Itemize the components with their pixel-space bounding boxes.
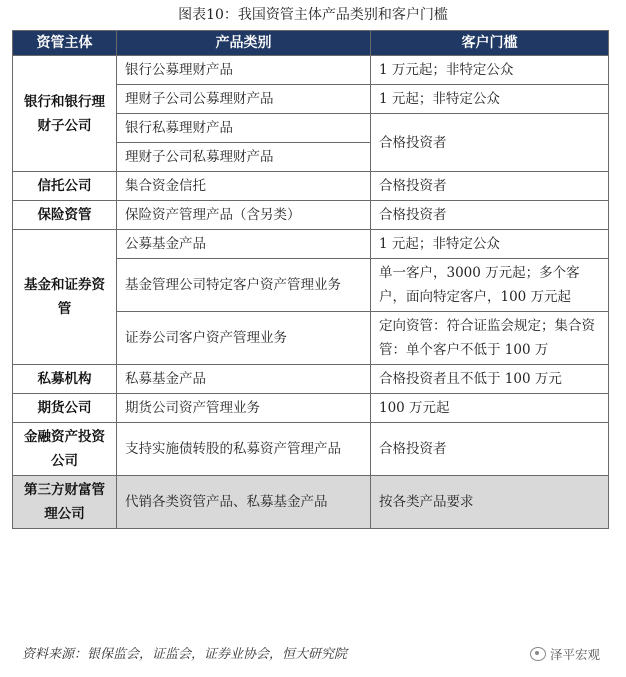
threshold-cell: 合格投资者且不低于 100 万元 <box>371 365 609 394</box>
table-row <box>13 394 609 423</box>
table-row <box>13 172 609 201</box>
product-cell: 支持实施债转股的私募资产管理产品 <box>117 423 371 476</box>
threshold-cell: 定向资管：符合证监会规定；集合资管：单个客户不低于 100 万 <box>371 312 609 365</box>
product-cell: 银行私募理财产品 <box>117 114 371 143</box>
product-cell: 证券公司客户资产管理业务 <box>117 312 371 365</box>
entity-bank: 银行和银行理财子公司 <box>13 56 117 172</box>
product-cell: 理财子公司私募理财产品 <box>117 143 371 172</box>
threshold-cell: 合格投资者 <box>371 201 609 230</box>
product-cell: 私募基金产品 <box>117 365 371 394</box>
table-row <box>13 423 609 476</box>
threshold-cell: 1 万元起；非特定公众 <box>371 56 609 85</box>
header-product: 产品类别 <box>117 31 371 56</box>
threshold-cell: 合格投资者 <box>371 172 609 201</box>
header-threshold: 客户门槛 <box>371 31 609 56</box>
threshold-cell: 单一客户，3000 万元起；多个客户，面向特定客户，100 万元起 <box>371 259 609 312</box>
entity-futures: 期货公司 <box>13 394 117 423</box>
threshold-cell: 1 元起；非特定公众 <box>371 230 609 259</box>
table-title: 图表10：我国资管主体产品类别和客户门槛 <box>178 7 448 23</box>
asset-management-table <box>12 30 609 529</box>
product-cell: 集合资金信托 <box>117 172 371 201</box>
header-row <box>13 31 609 56</box>
table-row <box>13 201 609 230</box>
product-cell: 理财子公司公募理财产品 <box>117 85 371 114</box>
entity-third-party: 第三方财富管理公司 <box>13 476 117 529</box>
threshold-cell: 1 元起；非特定公众 <box>371 85 609 114</box>
entity-fin-asset: 金融资产投资公司 <box>13 423 117 476</box>
product-cell: 银行公募理财产品 <box>117 56 371 85</box>
product-cell: 代销各类资管产品、私募基金产品 <box>117 476 371 529</box>
source-note: 资料来源：银保监会，证监会，证券业协会，恒大研究院 <box>22 647 348 662</box>
entity-private: 私募机构 <box>13 365 117 394</box>
product-cell: 公募基金产品 <box>117 230 371 259</box>
product-cell: 期货公司资产管理业务 <box>117 394 371 423</box>
entity-insurance: 保险资管 <box>13 201 117 230</box>
entity-fund: 基金和证券资管 <box>13 230 117 365</box>
product-cell: 保险资产管理产品（含另类） <box>117 201 371 230</box>
table-row <box>13 476 609 529</box>
product-cell: 基金管理公司特定客户资产管理业务 <box>117 259 371 312</box>
table-row <box>13 230 609 259</box>
table-row <box>13 56 609 85</box>
table-row <box>13 365 609 394</box>
wechat-icon <box>530 647 546 661</box>
header-entity: 资管主体 <box>13 31 117 56</box>
watermark-text: 泽平宏观 <box>549 647 600 662</box>
threshold-cell: 合格投资者 <box>371 114 609 172</box>
entity-trust: 信托公司 <box>13 172 117 201</box>
threshold-cell: 按各类产品要求 <box>371 476 609 529</box>
watermark-badge <box>530 645 600 663</box>
threshold-cell: 合格投资者 <box>371 423 609 476</box>
threshold-cell: 100 万元起 <box>371 394 609 423</box>
